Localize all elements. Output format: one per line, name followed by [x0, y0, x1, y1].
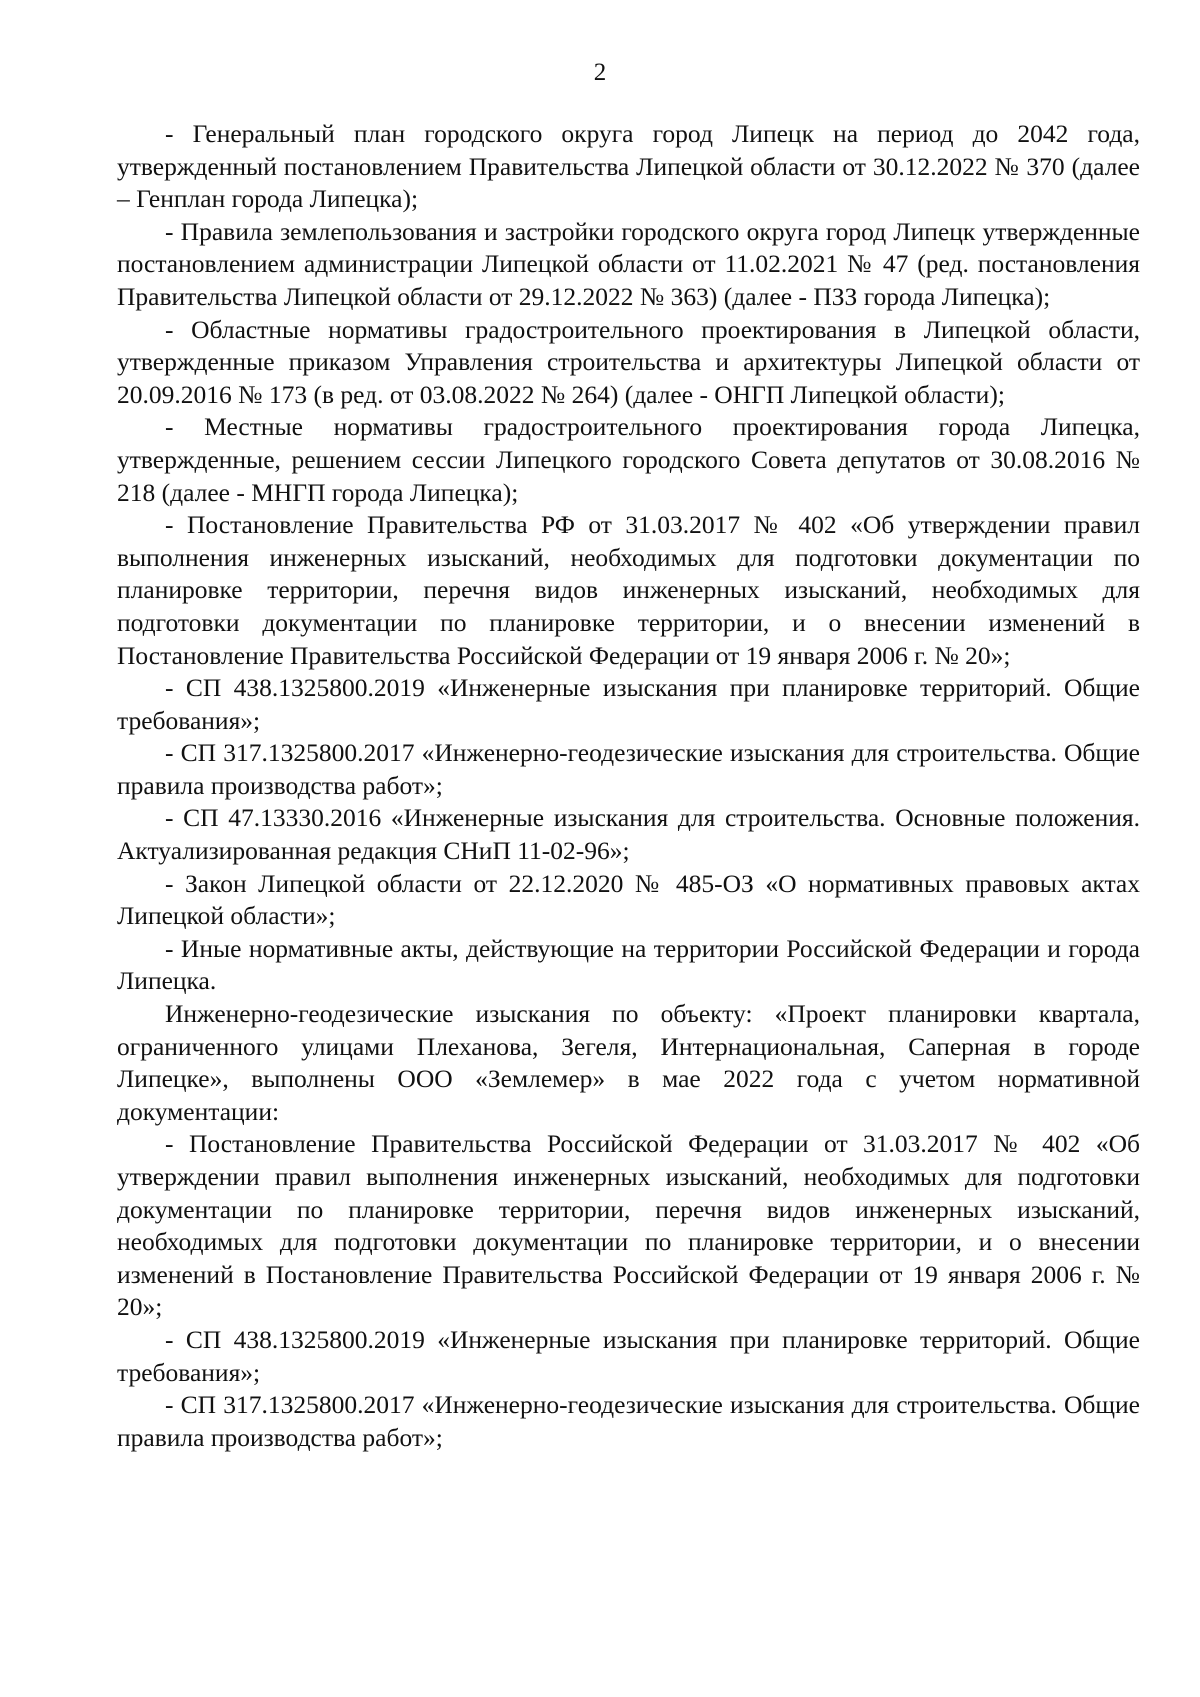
paragraph-resolution-402-repeat: - Постановление Правительства Российской Федерации от 31.03.2017 № 402 «Об утверждении правил выполнения инженерных изысканий, необходимых для подготовки документации по планировке территории, перечня видов инженерных изысканий, необходимых для подготовки документации по планировке территории, и о внесении изменений в Постановление Правительства Российской Федерации от 19 января 2006 г. № 20»;	[117, 1129, 1140, 1322]
paragraph-mngp: - Местные нормативы градостроительного проектирования города Липецка, утвержденные, решением сессии Липецкого городского Совета депутатов от 30.08.2016 № 218 (далее - МНГП города Липецка);	[117, 412, 1140, 507]
paragraph-sp-438-repeat: - СП 438.1325800.2019 «Инженерные изыскания при планировке территорий. Общие требования»;	[117, 1324, 1140, 1387]
paragraph-ongp: - Областные нормативы градостроительного проектирования в Липецкой области, утвержденные приказом Управления строительства и архитектуры Липецкой области от 20.09.2016 № 173 (в ред. от 03.08.2022 № 264) (далее - ОНГП Липецкой области);	[117, 314, 1140, 409]
paragraph-surveys-intro: Инженерно-геодезические изыскания по объекту: «Проект планировки квартала, ограниченного улицами Плеханова, Зегеля, Интернациональная, Саперная в городе Липецке», выполнены ООО «Землемер» в мае 2022 года с учетом нормативной документации:	[117, 999, 1140, 1126]
page-number: 2	[593, 59, 607, 86]
document-body	[117, 118, 1140, 1454]
paragraph-sp-317: - СП 317.1325800.2017 «Инженерно-геодезические изыскания для строительства. Общие правила производства работ»;	[117, 738, 1140, 800]
paragraph-other-acts: - Иные нормативные акты, действующие на территории Российской Федерации и города Липецка.	[117, 933, 1140, 996]
paragraph-genplan: - Генеральный план городского округа город Липецк на период до 2042 года, утвержденный постановлением Правительства Липецкой области от 30.12.2022 № 370 (далее – Генплан города Липецка);	[117, 119, 1140, 214]
paragraph-sp-47: - СП 47.13330.2016 «Инженерные изыскания для строительства. Основные положения. Актуализированная редакция СНиП 11-02-96»;	[117, 803, 1140, 866]
paragraph-law-485: - Закон Липецкой области от 22.12.2020 № 485-ОЗ «О нормативных правовых актах Липецкой области»;	[117, 868, 1140, 931]
paragraph-resolution-402: - Постановление Правительства РФ от 31.03.2017 № 402 «Об утверждении правил выполнения инженерных изысканий, необходимых для подготовки документации по планировке территории, перечня видов инженерных изысканий, необходимых для подготовки документации по планировке территории, и о внесении изменений в Постановление Правительства Российской Федерации от 19 января 2006 г. № 20»;	[117, 510, 1140, 670]
paragraph-sp-438: - СП 438.1325800.2019 «Инженерные изыскания при планировке территорий. Общие требования»;	[117, 673, 1140, 735]
paragraph-pzz: - Правила землепользования и застройки городского округа город Липецк утвержденные постановлением администрации Липецкой области от 11.02.2021 № 47 (ред. постановления Правительства Липецкой области от 29.12.2022 № 363) (далее - ПЗЗ города Липецка);	[117, 216, 1140, 311]
paragraph-sp-317-repeat: - СП 317.1325800.2017 «Инженерно-геодезические изыскания для строительства. Общие правила производства работ»;	[117, 1390, 1140, 1452]
